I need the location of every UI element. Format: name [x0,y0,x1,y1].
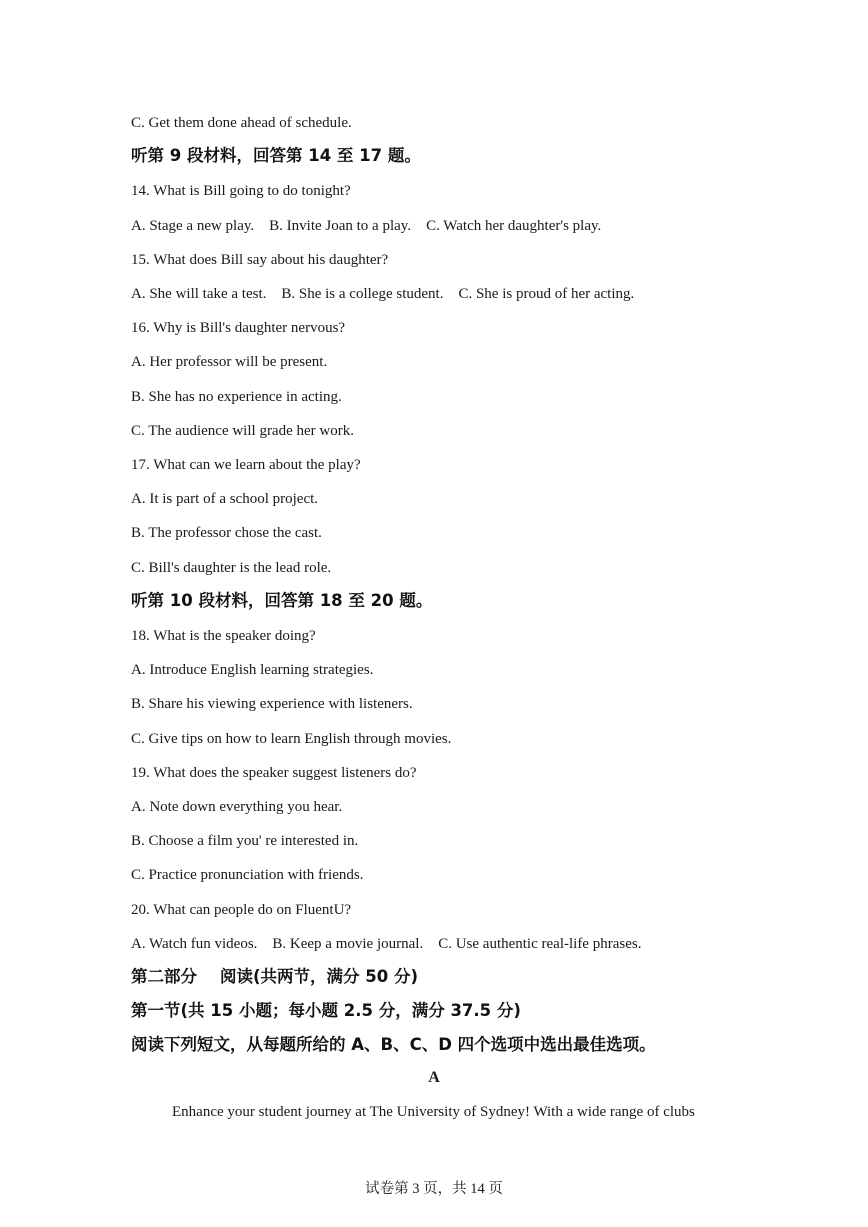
question-line: A. She will take a test. B. She is a college student. C. She is proud of her acting. [131,286,635,302]
section-heading: 听第 10 段材料，回答第 18 至 20 题。 [131,591,433,610]
section-heading: 听第 9 段材料，回答第 14 至 17 题。 [131,146,421,165]
question-line: 20. What can people do on FluentU? [131,902,352,918]
section-heading: 第二部分 阅读(共两节，满分 50 分) [131,967,419,986]
section-heading: 第一节(共 15 小题；每小题 2.5 分，满分 37.5 分) [131,1001,521,1020]
passage-title: A [428,1069,440,1086]
question-line: 16. Why is Bill's daughter nervous? [131,320,346,336]
question-line: A. Her professor will be present. [131,354,328,370]
question-line: 19. What does the speaker suggest listeners do? [131,765,417,781]
question-line: A. Note down everything you hear. [131,799,343,815]
question-line: 14. What is Bill going to do tonight? [131,183,351,199]
question-line: C. Get them done ahead of schedule. [131,115,352,131]
question-line: B. The professor chose the cast. [131,525,322,541]
passage-first-line: Enhance your student journey at The University of Sydney! With a wide range of clubs [172,1104,695,1120]
question-line: 15. What does Bill say about his daughter? [131,252,389,268]
question-line: A. Stage a new play. B. Invite Joan to a play. C. Watch her daughter's play. [131,218,602,234]
question-line: C. Practice pronunciation with friends. [131,867,364,883]
question-line: C. Give tips on how to learn English through movies. [131,731,452,747]
question-line: A. It is part of a school project. [131,491,319,507]
question-line: B. She has no experience in acting. [131,389,342,405]
question-line: B. Choose a film you' re interested in. [131,833,359,849]
question-line: 18. What is the speaker doing? [131,628,316,644]
question-line: A. Introduce English learning strategies. [131,662,374,678]
question-line: 17. What can we learn about the play? [131,457,361,473]
question-line: B. Share his viewing experience with listeners. [131,696,413,712]
question-line: A. Watch fun videos. B. Keep a movie journal. C. Use authentic real-life phrases. [131,936,642,952]
question-line: C. Bill's daughter is the lead role. [131,560,332,576]
question-line: C. The audience will grade her work. [131,423,354,439]
page-footer: 试卷第 3 页，共 14 页 [365,1181,503,1197]
section-heading: 阅读下列短文，从每题所给的 A、B、C、D 四个选项中选出最佳选项。 [131,1035,656,1054]
